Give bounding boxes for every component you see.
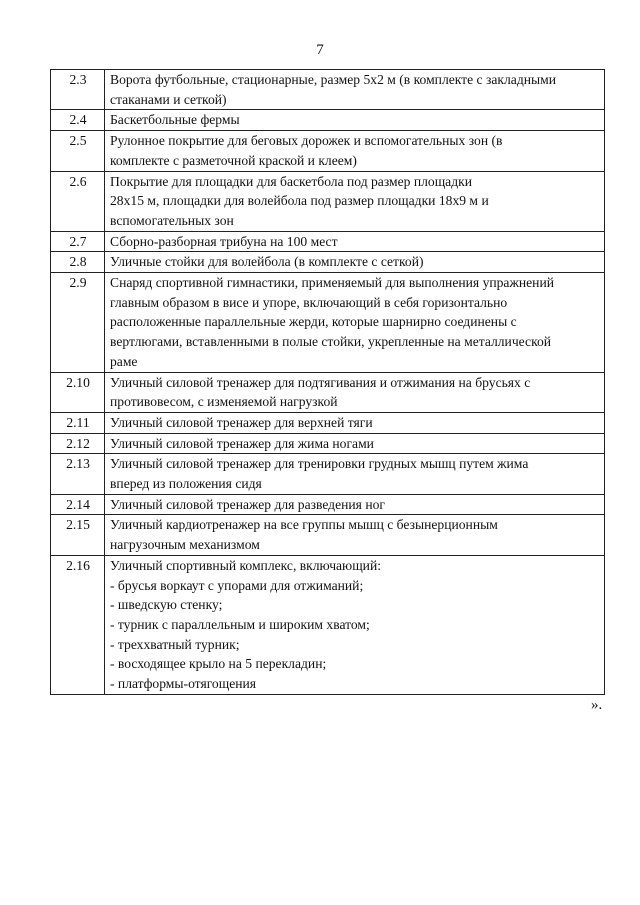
description-line: Рулонное покрытие для беговых дорожек и вспомогательных зон (в [110, 133, 503, 149]
table-row [51, 110, 605, 131]
description-line: вспомогательных зон [110, 212, 234, 228]
description-line: Баскетбольные фермы [110, 112, 240, 128]
item-number: 2.8 [51, 252, 105, 273]
item-number: 2.11 [51, 412, 105, 433]
description-line: комплекте с разметочной краской и клеем) [110, 152, 357, 168]
description-line: Уличный силовой тренажер для подтягивания и отжимания на брусьях с [110, 374, 531, 390]
description-line: главным образом в висе и упоре, включающий в себя горизонтально [110, 294, 508, 310]
description-line: вертлюгами, вставленными в полые стойки, укрепленные на металлической [110, 334, 552, 350]
description-line: Уличные стойки для волейбола (в комплекте с сеткой) [110, 254, 424, 270]
description-line: Уличный силовой тренажер для верхней тяги [110, 414, 373, 430]
description-line: - брусья воркаут с упорами для отжиманий; [110, 577, 364, 593]
table-row [51, 454, 605, 494]
page-number: 7 [316, 42, 324, 58]
item-number: 2.7 [51, 231, 105, 252]
description-line: Снаряд спортивной гимнастики, применяемый для выполнения упражнений [110, 275, 554, 291]
description-line: Ворота футбольные, стационарные, размер 5х2 м (в комплекте с закладными [110, 72, 557, 87]
item-number: 2.5 [51, 131, 105, 171]
description-line: расположенные параллельные жерди, которые шарнирно соединены с [110, 314, 517, 330]
item-description [105, 372, 605, 412]
item-description [105, 110, 605, 131]
item-number: 2.16 [51, 555, 105, 694]
table-row [51, 494, 605, 515]
item-description [105, 515, 605, 555]
description-line: раме [110, 353, 138, 369]
description-line: стаканами и сеткой) [110, 91, 227, 107]
description-line: противовесом, с изменяемой нагрузкой [110, 394, 338, 410]
item-number: 2.4 [51, 110, 105, 131]
description-line: - треххватный турник; [110, 636, 240, 652]
description-line: - шведскую стенку; [110, 597, 223, 613]
table-row [51, 372, 605, 412]
description-line: Уличный кардиотренажер на все группы мышц с безынерционным [110, 517, 498, 533]
description-line: Уличный силовой тренажер для жима ногами [110, 435, 374, 451]
item-number: 2.13 [51, 454, 105, 494]
item-description [105, 171, 605, 231]
item-description [105, 273, 605, 373]
table-row [51, 131, 605, 171]
table-row [51, 515, 605, 555]
item-description [105, 433, 605, 454]
table-row [51, 171, 605, 231]
item-number: 2.15 [51, 515, 105, 555]
item-description [105, 454, 605, 494]
closing-quote-mark: ». [591, 697, 603, 713]
item-description [105, 412, 605, 433]
description-line: - платформы-отягощения [110, 676, 257, 692]
item-number: 2.9 [51, 273, 105, 373]
description-line: Покрытие для площадки для баскетбола под размер площадки [110, 173, 473, 189]
item-number: 2.3 [51, 70, 105, 110]
table-row [51, 412, 605, 433]
item-number: 2.10 [51, 372, 105, 412]
item-description [105, 70, 605, 110]
equipment-table [50, 69, 605, 695]
description-line: Уличный силовой тренажер для разведения ног [110, 496, 385, 512]
table-row [51, 433, 605, 454]
item-description [105, 494, 605, 515]
table-row [51, 555, 605, 694]
description-line: нагрузочным механизмом [110, 537, 260, 553]
description-line: Уличный силовой тренажер для тренировки грудных мышц путем жима [110, 456, 529, 472]
item-description [105, 131, 605, 171]
description-line: Уличный спортивный комплекс, включающий: [110, 557, 382, 573]
item-number: 2.6 [51, 171, 105, 231]
table-row [51, 231, 605, 252]
description-line: - турник с параллельным и широким хватом; [110, 616, 370, 632]
item-description [105, 252, 605, 273]
item-description [105, 555, 605, 694]
item-description [105, 231, 605, 252]
item-number: 2.12 [51, 433, 105, 454]
description-line: 28х15 м, площадки для волейбола под размер площадки 18х9 м и [110, 193, 489, 209]
table-row [51, 70, 605, 110]
description-line: - восходящее крыло на 5 перекладин; [110, 656, 327, 672]
table-row [51, 252, 605, 273]
item-number: 2.14 [51, 494, 105, 515]
equipment-table-body [51, 70, 605, 695]
table-row [51, 273, 605, 373]
description-line: Сборно-разборная трибуна на 100 мест [110, 233, 338, 249]
description-line: вперед из положения сидя [110, 476, 262, 492]
